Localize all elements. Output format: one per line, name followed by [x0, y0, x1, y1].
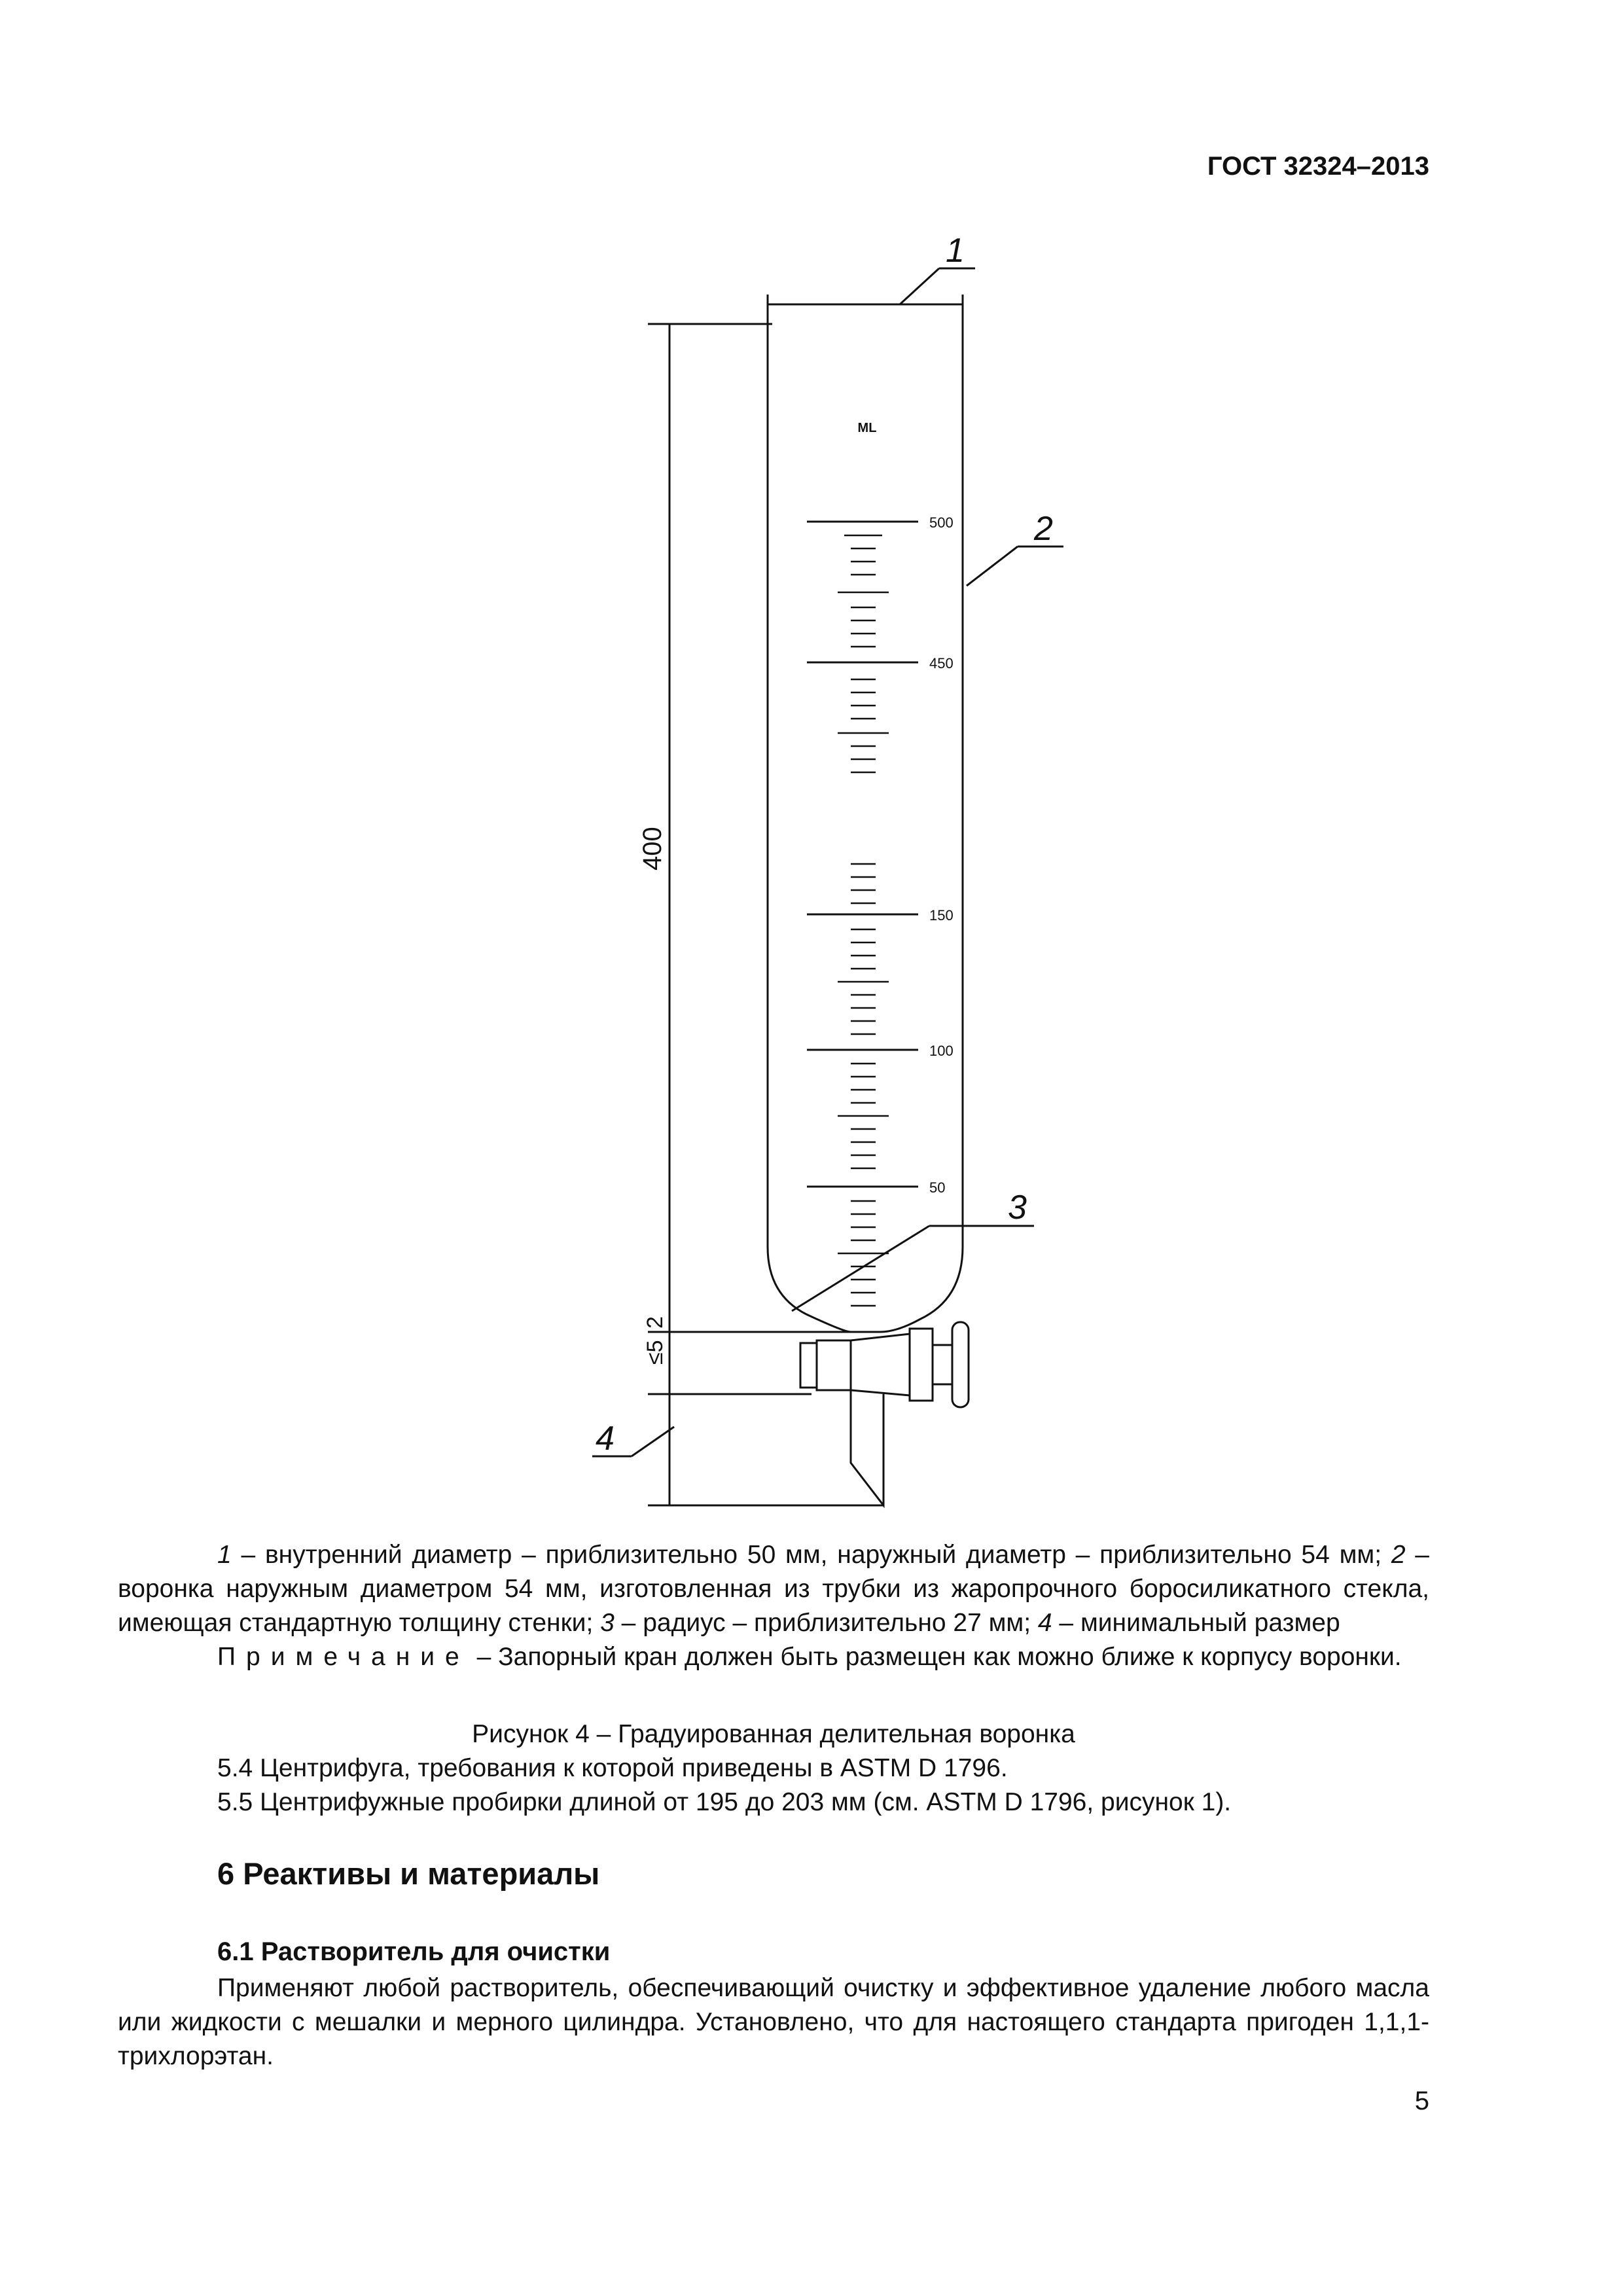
legend-desc-1: – внутренний диаметр – приблизительно 50 мм, наружный диаметр – приблизительно 54 мм; — [231, 1541, 1391, 1569]
legend-desc-2: – воронка наружным диаметром 54 мм, изготовленная из трубки из жаропрочного боросиликатного стекла, имеющая стандартную толщину стенки; — [118, 1541, 1429, 1637]
item-5-4: 5.4 Центрифуга, требования к которой приведены в ASTM D 1796. — [217, 1754, 1008, 1782]
legend-desc-3: – радиус – приблизительно 27 мм; — [614, 1609, 1038, 1637]
figure-note — [118, 1640, 1429, 1674]
legend-key-2: 2 — [1391, 1541, 1406, 1569]
item-5-5: 5.5 Центрифужные пробирки длиной от 195 до 203 мм (см. ASTM D 1796, рисунок 1). — [217, 1788, 1232, 1816]
callout-3: 3 — [1008, 1189, 1027, 1227]
section-title: 6 Реактивы и материалы — [217, 1856, 600, 1891]
legend-desc-4: – минимальный размер — [1052, 1609, 1340, 1637]
scale-label-500: 500 — [929, 514, 954, 531]
offset-dimension-label: 2 — [643, 1316, 668, 1329]
callout-4: 4 — [596, 1420, 615, 1458]
scale-label-450: 450 — [929, 655, 954, 672]
callout-2-leader — [967, 547, 1018, 586]
callout-2: 2 — [1034, 510, 1053, 548]
legend-key-4: 4 — [1037, 1609, 1052, 1637]
note-label: Примечание — [217, 1643, 470, 1671]
callout-3-leader — [792, 1226, 929, 1311]
figure-caption: Рисунок 4 – Градуированная делительная воронка — [472, 1720, 1075, 1748]
unit-label: ML — [857, 421, 877, 435]
scale-label-50: 50 — [929, 1179, 946, 1196]
stopcock-body — [817, 1334, 910, 1395]
stopcock-plug — [800, 1343, 817, 1388]
scale-label-100: 100 — [929, 1043, 954, 1059]
height-dimension-label: 400 — [638, 827, 667, 870]
subsection-title: 6.1 Растворитель для очистки — [217, 1937, 611, 1966]
legend-text — [118, 1538, 1429, 1640]
callout-1: 1 — [946, 232, 965, 270]
note-text: – Запорный кран должен быть размещен как можно ближе к корпусу воронки. — [469, 1643, 1402, 1671]
figure-legend — [118, 1538, 1429, 1674]
callout-1-leader — [900, 268, 939, 304]
callout-4-leader — [632, 1427, 674, 1456]
document-header: ГОСТ 32324–2013 — [1207, 152, 1429, 181]
outlet-stem — [851, 1390, 883, 1505]
clearance-dimension-label: ≤5 — [643, 1340, 668, 1365]
legend-key-3: 3 — [600, 1609, 615, 1637]
subsection-paragraph: Применяют любой растворитель, обеспечивающий очистку и эффективное удаление любого масла или жидкости с мешалки и мерного цилиндра. Установлено, что для настоящего стандарта пригоден 1,1,1-трихлорэтан. — [118, 1974, 1429, 2070]
stopcock-handle — [952, 1322, 969, 1407]
scale-label-150: 150 — [929, 907, 954, 924]
legend-key-1: 1 — [217, 1541, 232, 1569]
page-number: 5 — [1414, 2087, 1429, 2115]
